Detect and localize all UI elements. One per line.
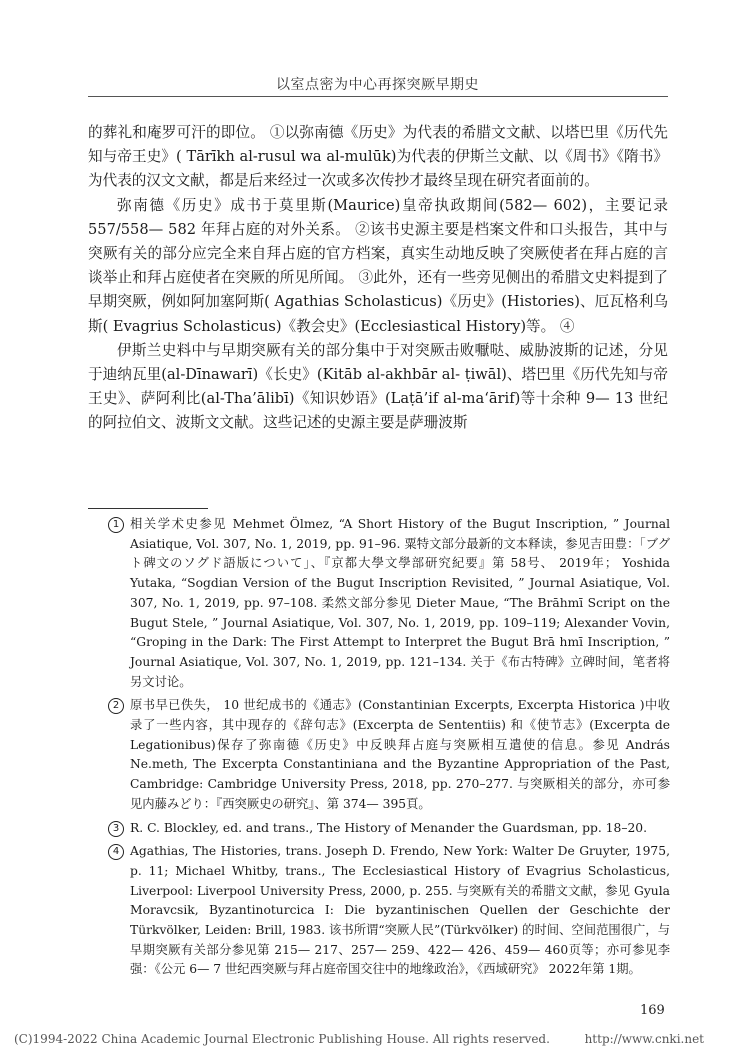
copyright-text: (C)1994-2022 China Academic Journal Electronic Publishing House. All rights reserved. [14,1032,550,1046]
footnotes [108,515,670,984]
footnote-2 [108,696,670,814]
footnote-marker: 3 [108,821,124,837]
header-divider [88,96,668,97]
page-number: 169 [640,1003,665,1018]
paragraph-1: 的葬礼和庵罗可汗的即位。 ①以弥南德《历史》为代表的希腊文文献、以塔巴里《历代先知与帝王史》( Tārīkh al-rusul wa al-mulūk)为代表的伊斯兰文献、以《周书》《隋书》为代表的汉文文献，都是后来经过一次或多次传抄才最终呈现在研究者面前的。 [88,124,668,190]
footnote-text: R. C. Blockley, ed. and trans., The History of Menander the Guardsman, pp. 18–20. [130,820,648,835]
footnote-text: 相关学术史参见 Mehmet Ölmez, “A Short History of the Bugut Inscription, ” Journal Asiatique, Vol. 307, No. 1, 2019, pp. 91–96. 粟特文部分最新的文本释读，参见吉田豊：「ブグト碑文のソグド語版について」、『京都大學文學部研究紀要』第 58号、 2019年； Yoshida Yutaka, “Sogdian Version of the Bugut Inscription Revisited, ” Journal Asiatique, Vol. 307, No. 1, 2019, pp. 97–108. 柔然文部分参见 Dieter Maue, “The Brāhmī Script on the Bugut Stele, ” Journal Asiatique, Vol. 307, No. 1, 2019, pp. 109–119; Alexander Vovin, “Groping in the Dark: The First Attempt to Interpret the Bugut Brā hmī Inscription, ” Journal Asiatique, Vol. 307, No. 1, 2019, pp. 121–134. 关于《布古特碑》立碑时间，笔者将另文讨论。 [130,517,670,689]
footnote-1 [108,515,670,692]
footnote-divider [88,508,208,509]
paragraph-3: 伊斯兰史料中与早期突厥有关的部分集中于对突厥击败嚈哒、威胁波斯的记述，分见于迪纳瓦里(al-Dīnawarī)《长史》(Kitāb al-akhbār al- ṭiwāl)、塔巴里《历代先知与帝王史》、萨阿利比(al-Tha’ālibī)《知识妙语》(Laṭā’if al-ma‘ārif)等十余种 9— 13 世纪的阿拉伯文、波斯文文献。这些记述的史源主要是萨珊波斯 [88,341,668,432]
footnote-marker: 4 [108,844,124,860]
footnote-marker: 1 [108,517,124,533]
footnote-text: Agathias, The Histories, trans. Joseph D. Frendo, New York: Walter De Gruyter, 1975, p. 11; Michael Whitby, trans., The Ecclesiastical History of Evagrius Scholasticus, Liverpool: Liverpool University Press, 2000, p. 255. 与突厥有关的希腊文文献，参见 Gyula Moravcsik, Byzantinoturcica I: Die byzantinischen Quellen der Geschichte der Türkvölker, Leiden: Brill, 1983. 该书所谓“突厥人民”(Türkvölker) 的时间、空间范围很广，与早期突厥有关部分参见第 215— 217、257— 259、422— 426、459— 460页等；亦可参见李强：《公元 6— 7 世纪西突厥与拜占庭帝国交往中的地缘政治》，《西域研究》 2022年第 1期。 [130,844,670,977]
footnote-4 [108,842,670,980]
footnote-3 [108,819,670,839]
footnote-text: 原书早已佚失， 10 世纪成书的《通志》(Constantinian Excerpts, Excerpta Historica )中收录了一些内容，其中现存的《辞句志》(Excerpta de Sententiis) 和《使节志》(Excerpta de Legationibus)保存了弥南德《历史》中反映拜占庭与突厥相互遣使的信息。参见 András Ne.meth, The Excerpta Constantiniana and the Byzantine Appropriation of the Past, Cambridge: Cambridge University Press, 2018, pp. 270–277. 与突厥相关的部分，亦可参见内藤みどり：『西突厥史の研究』、第 374— 395頁。 [130,698,670,811]
footnote-marker: 2 [108,698,124,714]
paragraph-2: 弥南德《历史》成书于莫里斯(Maurice)皇帝执政期间(582— 602)，主要记录 557/558— 582 年拜占庭的对外关系。 ②该书史源主要是档案文件和口头报告，其中与突厥有关的部分应完全来自拜占庭的官方档案，真实生动地反映了突厥使者在拜占庭的言谈举止和拜占庭使者在突厥的所见所闻。 ③此外，还有一些旁见侧出的希腊文史料提到了早期突厥，例如阿加塞阿斯( Agathias Scholasticus)《历史》(Histories)、厄瓦格利乌斯( Evagrius Scholasticus)《教会史》(Ecclesiastical History)等。 ④ [88,196,668,335]
running-header: 以室点密为中心再探突厥早期史 [276,77,479,93]
copyright-footer [14,1032,744,1046]
site-url[interactable]: http://www.cnki.net [584,1032,704,1046]
main-text [88,121,668,436]
